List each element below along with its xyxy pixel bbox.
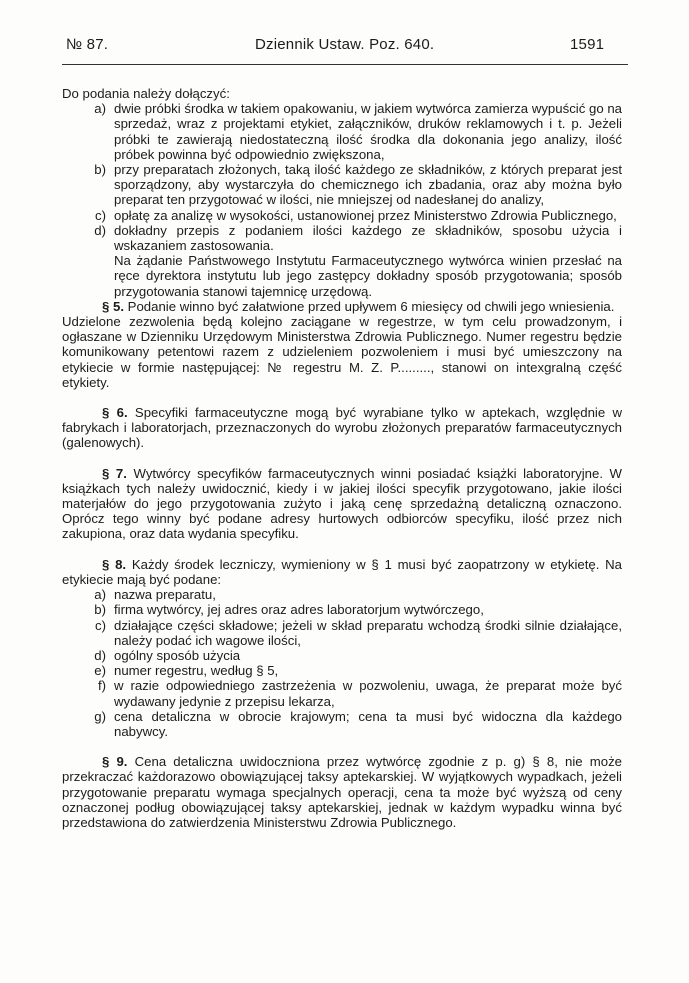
item-label: d) [94, 647, 106, 663]
section-mark: § 8. [102, 556, 127, 572]
list-item [62, 618, 622, 648]
section-text: Każdy środek leczniczy, wymieniony w § 1 musi być zaopatrzony w etykietę. Na etykiecie mają być podane: [62, 556, 623, 587]
item-text: nazwa preparatu, [114, 587, 216, 603]
item-text: przy preparatach złożonych, taką ilość każdego ze składników, z których preparat jest sporządzony, aby wystarczyła do chemicznego ich zbadania, oraz aby można było preparat ten przygotować w ilości, nie mniejszej od nadesłanej do analizy, [114, 162, 622, 208]
list-item [62, 208, 622, 223]
item-text: dokładny przepis z podaniem ilości każdego ze składników, sposobu użycia i wskazaniem zastosowania. [114, 222, 622, 254]
section-text: Specyfiki farmaceutyczne mogą być wyrabiane tylko w aptekach, względnie w fabrykach i laboratorjach, przeznaczonych do wyrobu złożonych preparatów farmaceutycznych (galenowych). [62, 405, 622, 451]
section-6 [62, 405, 622, 451]
page-number: 1591 [570, 36, 605, 53]
item-label: f) [97, 678, 106, 694]
page-title: Dziennik Ustaw. Poz. 640. [255, 36, 435, 53]
section-5 [62, 299, 622, 314]
item-label: d) [94, 222, 106, 238]
item-text: numer regestru, według § 5, [114, 663, 279, 679]
section-9 [62, 754, 622, 830]
document-body [62, 86, 622, 830]
section-mark: § 7. [102, 465, 127, 481]
item-label: e) [94, 663, 106, 679]
item-label: c) [95, 617, 106, 633]
list-item [62, 602, 622, 617]
list-item [62, 101, 622, 162]
item-text: opłatę za analizę w wysokości, ustanowionej przez Ministerstwo Zdrowia Publicznego, [114, 207, 617, 223]
item-label: g) [94, 708, 106, 724]
section-5-continued: Udzielone zezwolenia będą kolejno zaciągane w regestrze, w tym celu prowadzonym, i ogłaszane w Dzienniku Urzędowym Ministerstwa Zdrowia Publicznego. Numer regestru będzie komunikowany petentowi razem z udzieleniem pozwoleniem i musi być umieszczony na etykiecie w formie następującej: № regestru M. Z. P........., stanowi on intexgralną część etykiety. [62, 314, 622, 390]
item-text: ogólny sposób użycia [114, 647, 241, 663]
intro-line: Do podania należy dołączyć: [62, 86, 230, 101]
section-text: Podanie winno być załatwione przed upływem 6 miesięcy od chwili jego wniesienia. [127, 298, 615, 314]
list-item [62, 663, 622, 678]
issue-number: № 87. [66, 36, 109, 53]
section-text: Cena detaliczna uwidoczniona przez wytwórcę zgodnie z p. g) § 8, nie może przekraczać każdorazowo obowiązującej taksy aptekarskiej. W wyjątkowych wypadkach, jeżeli przygotowanie preparatu wymaga specjalnych operacji, cena ta może być wyższą od ceny oznaczonej podług obowiązującej taksy aptekarskiej, jednak w każdym wypadku winna być przedstawiona do zatwierdzenia Ministerstwu Zdrowia Publicznego. [62, 754, 623, 830]
section-mark: § 5. [102, 298, 124, 314]
list-item [62, 709, 622, 739]
item-text: dwie próbki środka w takiem opakowaniu, w jakiem wytwórca zamierza wypuścić go na sprzedaż, wraz z projektami etykiet, załączników, druków reklamowych i t. p. Jeżeli próbki te zawierają niedostateczną ilość środka dla dokonania jego analizy, ilość próbek powinna być odpowiednio zwiększona, [114, 101, 622, 162]
item-text: firma wytwórcy, jej adres oraz adres laboratorjum wytwórczego, [114, 602, 484, 618]
list-item [62, 678, 622, 708]
section-text: Wytwórcy specyfików farmaceutycznych winni posiadać książki laboratoryjne. W książkach tych należy uwidocznić, kiedy i w jakiej ilości specyfik przygotowano, jakie ilości materjałów do jego przygotowania zużyto i jaką cenę sprzedażną detaliczną oznaczono. Oprócz tego winny być podane adresy hurtowych odbiorców specyfiku, ilość przez nich zakupiona, oraz data wydania specyfiku. [62, 465, 623, 542]
section-mark: § 9. [102, 754, 128, 770]
item-text: cena detaliczna w obrocie krajowym; cena ta musi być widoczna dla każdego nabywcy. [114, 708, 622, 739]
item-label: b) [94, 602, 106, 618]
item-label: a) [94, 101, 106, 117]
header-rule [62, 64, 628, 65]
item-text: działające części składowe; jeżeli w skład preparatu wchodzą środki silnie działające, należy podać ich wagowe ilości, [114, 617, 622, 648]
item-text: w razie odpowiedniego zastrzeżenia w pozwoleniu, uwaga, że preparat może być wydawany jedynie z przepisu lekarza, [114, 678, 622, 709]
list-item [62, 223, 622, 253]
list-note: Na żądanie Państwowego Instytutu Farmaceutycznego wytwórca winien przesłać na ręce dyrektora instytutu lub jego zastępcy dokładny sposób przygotowania; sposób przygotowania stanowi tajemnicę urzędową. [114, 253, 622, 299]
list-item [62, 162, 622, 208]
item-label: b) [94, 162, 106, 178]
section-7 [62, 466, 622, 542]
list-item [62, 648, 622, 663]
list-item [62, 587, 622, 602]
section-8 [62, 557, 622, 587]
item-label: a) [94, 587, 106, 603]
item-label: c) [95, 207, 106, 223]
section-mark: § 6. [102, 405, 128, 421]
